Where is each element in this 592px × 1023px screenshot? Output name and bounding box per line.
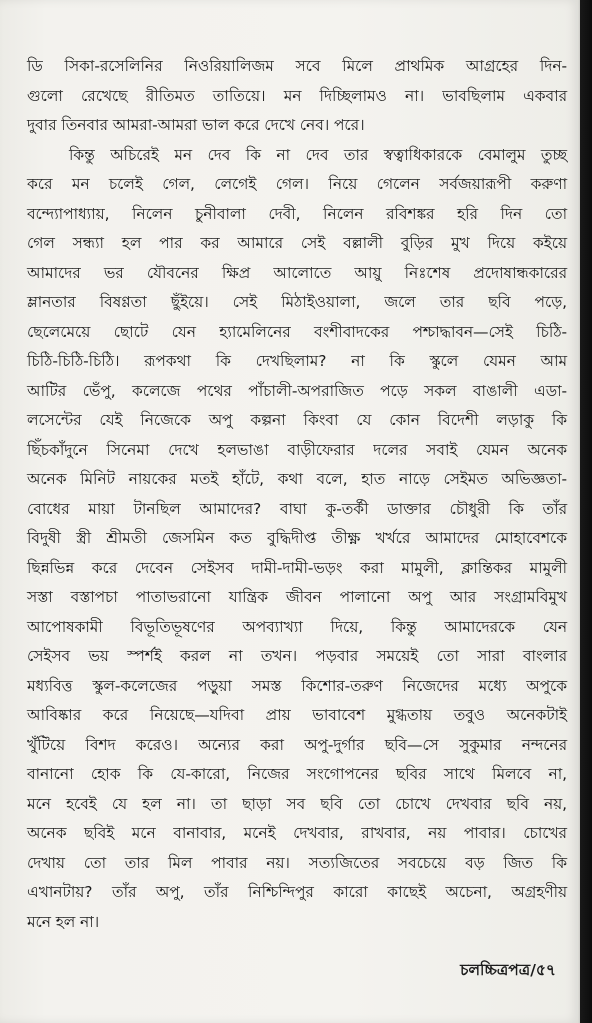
text-line: আপোষকামী বিভূতিভূষণের অপব্যাখ্যা দিয়ে, কিন্তু আমাদেরকে যেন: [27, 617, 567, 636]
text-line: দেখায় তো তার মিল পাবার নয়। সত্যজিতের সবচেয়ে বড় জিত কি: [27, 853, 567, 872]
page-edge-shadow: [578, 0, 592, 1023]
text-line: ম্লানতার বিষণ্ণতা ছুঁইয়ে। সেই মিঠাইওয়ালা, জলে তার ছবি পড়ে,: [27, 293, 567, 311]
text-line: আটির ভেঁপু, কলেজে পথের পাঁচালী-অপরাজিত পড়ে সকল বাঙালী এডা-: [27, 381, 567, 400]
text-line: বিদুষী স্ত্রী শ্রীমতী জেসমিন কত বুদ্ধিদীপ্ত তীক্ষ্ণ খর্খরে আমাদের মোহাবেশকে: [27, 529, 567, 547]
text-line: বানানো হোক কি যে-কারো, নিজের সংগোপনের ছবির সাথে মিলবে না,: [27, 765, 567, 783]
page-folio: চলচ্চিত্রপত্র/৫৭: [460, 961, 556, 979]
text-line: বোধের মায়া টানছিল আমাদের? বাঘা কু-তর্কী ডাক্তার চৌধুরী কি তাঁর: [27, 499, 567, 518]
text-line: সস্তা বস্তাপচা পাতাভরানো যান্ত্রিক জীবন পালানো অপু আর সংগ্রামবিমুখ: [27, 588, 567, 606]
text-line: অনেক ছবিই মনে বানাবার, মনেই দেখবার, রাখবার, নয় পাবার। চোখের: [27, 824, 567, 842]
text-line: ডি সিকা-রসেলিনির নিওরিয়ালিজম সবে মিলে প্রাথমিক আগ্রহের দিন-: [27, 57, 567, 75]
text-line: চিঠি-চিঠি-চিঠি। রূপকথা কি দেখছিলাম? না কি স্কুলে যেমন আম: [27, 352, 567, 370]
text-line: করে মন চলেই গেল, লেগেই গেল। নিয়ে গেলেন সর্বজয়ারূপী করুণা: [27, 175, 567, 193]
text-line: ছিন্নভিন্ন করে দেবেন সেইসব দামী-দামী-ভড়ং করা মামুলী, ক্লান্তিকর মামুলী: [27, 558, 567, 577]
text-line: গেল সন্ধ্যা হল পার কর আমারে সেই বল্লালী বুড়ির মুখ দিয়ে কইয়ে: [27, 234, 567, 252]
text-line: আবিষ্কার করে নিয়েছে—যদিবা প্রায় ভাবাবেশ মুগ্ধতায় তবুও অনেকটাই: [27, 706, 567, 724]
body-text: [27, 52, 567, 937]
text-line: মনে হবেই যে হল না। তা ছাড়া সব ছবি তো চোখে দেখবার ছবি নয়,: [27, 794, 567, 813]
text-line: গুলো রেখেছে রীতিমত তাতিয়ে। মন দিচ্ছিলামও না। ভাবছিলাম একবার: [27, 86, 567, 105]
text-line: দুবার তিনবার আমরা-আমরা ভাল করে দেখে নেব। পরে।: [27, 116, 365, 134]
text-line: এখানটায়? তাঁর অপু, তাঁর নিশ্চিন্দিপুর কারো কাছেই অচেনা, অগ্রহণীয়: [27, 883, 567, 901]
text-line: বন্দ্যোপাধ্যায়, নিলেন চুনীবালা দেবী, নিলেন রবিশঙ্কর হরি দিন তো: [27, 204, 567, 223]
text-line: খুঁটিয়ে বিশদ করেও। অন্যের করা অপু-দুর্গার ছবি—সে সুকুমার নন্দনের: [27, 735, 567, 754]
text-line: অনেক মিনিট নায়কের মতই হাঁটে, কথা বলে, হাত নাড়ে সেইমত অভিজ্ঞতা-: [27, 470, 567, 488]
text-line: মনে হল না।: [27, 912, 100, 931]
text-line: সেইসব ভয় স্পর্শই করল না তখন। পড়বার সময়েই তো সারা বাংলার: [27, 647, 567, 665]
text-line: কিন্তু অচিরেই মন দেব কি না দেব তার স্বত্বাধিকারকে বেমালুম তুচ্ছ: [69, 145, 567, 164]
text-line: লসেন্টের যেই নিজেকে অপু কল্পনা কিংবা যে কোন বিদেশী লড়াকু কি: [27, 411, 567, 429]
text-line: আমাদের ভর যৌবনের ক্ষিপ্র আলোতে আয়ু নিঃশেষ প্রদোষান্ধকারের: [27, 263, 567, 282]
text-line: মধ্যবিত্ত স্কুল-কলেজের পড়ুয়া সমস্ত কিশোর-তরুণ নিজেদের মধ্যে অপুকে: [27, 676, 567, 695]
text-line: ছেলেমেয়ে ছোটে যেন হ্যামেলিনের বংশীবাদকের পশ্চাদ্ধাবন—সেই চিঠি-: [27, 322, 567, 341]
text-line: ছিঁচকাঁদুনে সিনেমা দেখে হলভাঙা বাড়ীফেরার দলের সবাই যেমন অনেক: [27, 440, 567, 459]
